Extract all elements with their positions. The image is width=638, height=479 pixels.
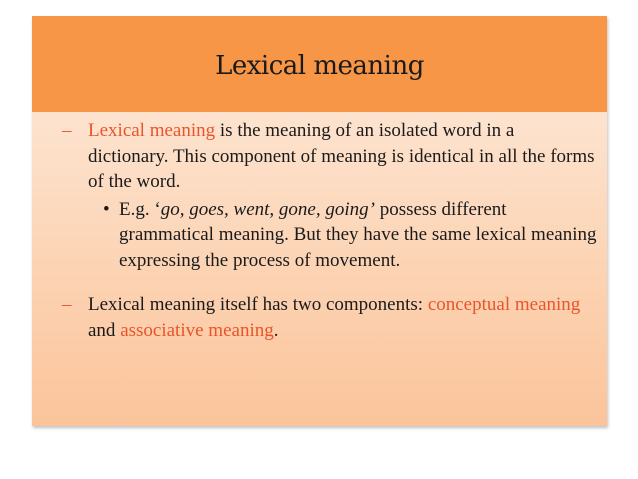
sub-bullet-example	[32, 197, 597, 274]
dot-marker: •	[103, 198, 110, 220]
content-body	[32, 118, 597, 343]
bullet-components	[32, 292, 597, 343]
slide-title: Lexical meaning	[215, 51, 424, 81]
bullet-text: Lexical meaning itself has two components:	[88, 294, 428, 315]
example-words: go, goes, went, gone, going’	[160, 198, 375, 220]
dash-marker: –	[62, 294, 72, 315]
bullet-lexical-definition	[32, 118, 597, 195]
dash-marker: –	[62, 120, 72, 141]
sub-bullet-text: possess different grammatical meaning. But they have the same lexical meaning expressing the process of movement.	[119, 198, 597, 271]
title-bar	[32, 16, 607, 112]
connector-text: and	[88, 319, 121, 341]
example-prefix: E.g. ‘	[119, 198, 161, 220]
highlight-conceptual-meaning: conceptual meaning	[427, 294, 581, 315]
bullet-text: is the meaning of an isolated word in a dictionary. This component of meaning is identical in all the forms of the word.	[88, 120, 595, 192]
highlight-associative-meaning: associative meaning	[120, 319, 274, 341]
highlight-lexical-meaning: Lexical meaning	[88, 120, 216, 141]
end-punctuation: .	[273, 319, 279, 341]
content-box	[32, 112, 607, 426]
